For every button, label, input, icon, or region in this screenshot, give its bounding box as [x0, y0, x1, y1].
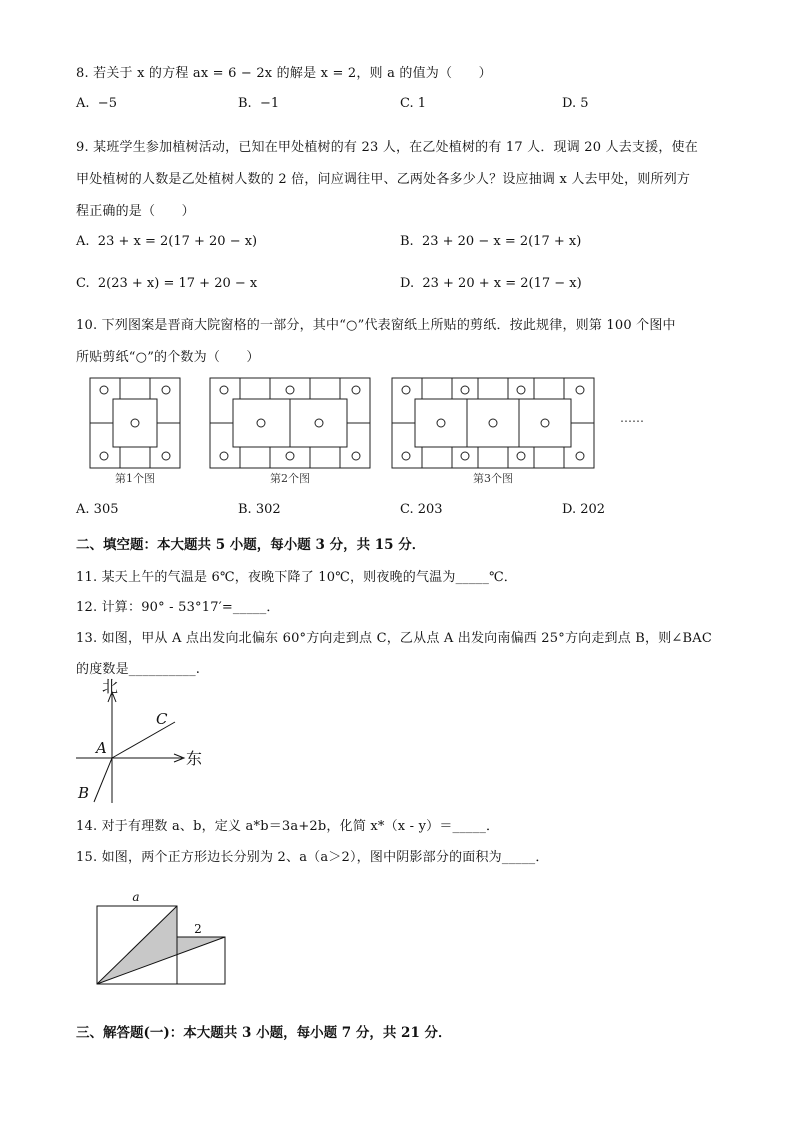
north-label: 北	[101, 678, 119, 696]
option-label: D.	[562, 502, 577, 517]
q8-option-b	[238, 96, 279, 111]
option-text: 305	[93, 502, 119, 517]
q9-stem-line3: 程正确的是（ ）	[76, 204, 195, 219]
q9-option-a	[76, 234, 257, 249]
q10-window-pattern-figure	[80, 370, 720, 490]
q10-stem-line2: 所贴剪纸“○”的个数为（ ）	[76, 350, 260, 365]
q9-stem-line1: 9. 某班学生参加植树活动，已知在甲处植树的有 23 人，在乙处植树的有 17 人．现调 20 人去支援，使在	[76, 140, 698, 155]
option-label: C.	[400, 502, 414, 517]
q9-option-d	[400, 276, 582, 291]
q8-option-c	[400, 96, 426, 111]
option-label: C.	[76, 276, 90, 291]
option-label: B.	[400, 234, 414, 249]
east-label: 东	[186, 749, 203, 768]
q9-option-b	[400, 234, 581, 249]
option-label: B.	[238, 502, 252, 517]
section-3-heading: 三、解答题(一)：本大题共 3 小题，每小题 7 分，共 21 分．	[76, 1025, 452, 1041]
q10-option-d	[562, 502, 605, 517]
pattern-figure-2	[210, 378, 370, 468]
option-text: 302	[255, 502, 281, 517]
point-c-label: C	[156, 710, 168, 728]
point-b-label: B	[78, 784, 90, 802]
side-2-label: 2	[194, 922, 202, 936]
q9-option-c	[76, 276, 257, 291]
q13-direction-figure	[70, 678, 220, 808]
q8-option-d	[562, 96, 589, 111]
q13-line1: 13. 如图，甲从 A 点出发向北偏东 60°方向走到点 C，乙从点 A 出发向南偏西 25°方向走到点 B，则∠BAC	[76, 631, 713, 646]
option-text: 23 + x = 2(17 + 20 − x)	[97, 234, 258, 249]
option-text: −1	[259, 96, 280, 111]
option-text: 23 + 20 − x = 2(17 + x)	[421, 234, 582, 249]
q9-stem-line2: 甲处植树的人数是乙处植树人数的 2 倍，问应调往甲、乙两处各多少人？设应抽调 x 人去甲处，则所列方	[76, 172, 691, 187]
q11-text: 11. 某天上午的气温是 6℃，夜晚下降了 10℃，则夜晚的气温为_____℃．	[76, 570, 518, 585]
q13-line2: 的度数是__________.	[76, 662, 201, 677]
pattern-figure-3	[392, 378, 594, 468]
option-text: −5	[97, 96, 117, 111]
q8-stem: 8. 若关于 x 的方程 ax = 6 − 2x 的解是 x = 2，则 a 的值为（ ）	[76, 66, 492, 81]
q8-option-a	[76, 96, 117, 111]
q10-option-b	[238, 502, 281, 517]
pattern-figure-1	[90, 378, 180, 468]
option-label: B.	[238, 96, 252, 111]
caption-figure-3: 第3个图	[473, 472, 513, 485]
option-label: A.	[76, 96, 90, 111]
q15-text: 15. 如图，两个正方形边长分别为 2、a（a＞2），图中阴影部分的面积为_____．	[76, 850, 549, 865]
option-text: 5	[580, 96, 589, 111]
side-a-label: a	[132, 890, 140, 904]
q10-option-c	[400, 502, 443, 517]
caption-figure-1: 第1个图	[115, 472, 155, 485]
ellipsis: ……	[620, 411, 644, 425]
option-label: C.	[400, 96, 414, 111]
q12-text: 12. 计算：90° - 53°17′=_____．	[76, 600, 280, 615]
q15-squares-figure	[90, 886, 240, 996]
option-text: 23 + 20 + x = 2(17 − x)	[422, 276, 582, 291]
option-label: A.	[76, 502, 90, 517]
option-text: 1	[417, 96, 427, 111]
option-label: D.	[400, 276, 415, 291]
option-text: 202	[580, 502, 606, 517]
option-text: 2(23 + x) = 17 + 20 − x	[97, 276, 258, 291]
q14-text: 14. 对于有理数 a、b，定义 a*b＝3a+2b，化简 x*（x - y）＝_____．	[76, 819, 500, 834]
section-2-heading: 二、填空题：本大题共 5 小题，每小题 3 分，共 15 分．	[76, 537, 426, 553]
q10-stem-line1: 10. 下列图案是晋商大院窗格的一部分，其中“○”代表窗纸上所贴的剪纸．按此规律，则第 100 个图中	[76, 318, 676, 333]
option-label: D.	[562, 96, 577, 111]
option-text: 203	[417, 502, 443, 517]
point-a-label: A	[96, 739, 107, 757]
q10-option-a	[76, 502, 119, 517]
shaded-region	[97, 906, 225, 984]
caption-figure-2: 第2个图	[270, 472, 310, 485]
option-label: A.	[76, 234, 90, 249]
